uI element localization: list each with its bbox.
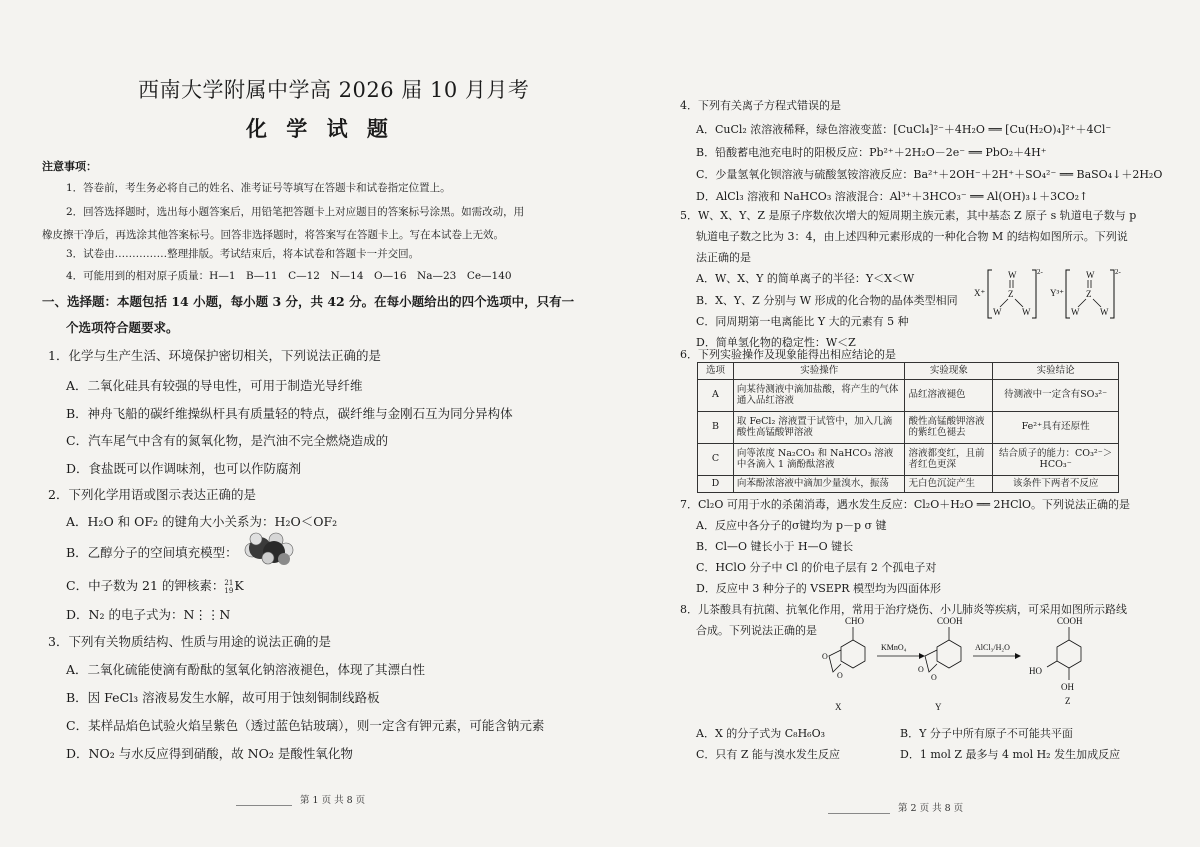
nuclide-atomic-number: 19 xyxy=(224,586,234,595)
anion-1-w-top: W xyxy=(1008,270,1017,280)
q3-option-c: C．某样品焰色试验火焰呈紫色（透过蓝色钴玻璃），则一定含有钾元素，可能含钠元素 xyxy=(66,718,545,733)
anion-1-charge: 2- xyxy=(1037,268,1043,276)
page-2-footer xyxy=(828,800,963,814)
page-1-number: 第 1 页 共 8 页 xyxy=(300,795,366,806)
nuclide-symbol: K xyxy=(234,578,244,593)
experiment-table xyxy=(697,362,1119,493)
notice-heading: 注意事项： xyxy=(42,160,97,173)
q8-stem-line-2: 合成。下列说法正确的是 xyxy=(696,624,817,637)
q3-option-a: A．二氧化硫能使滴有酚酞的氢氧化钠溶液褪色，体现了其漂白性 xyxy=(66,662,426,677)
table-row xyxy=(698,411,1119,443)
q4-option-b: B．铅酸蓄电池充电时的阳极反应：Pb²⁺＋2H₂O－2e⁻ ══ PbO₂＋4H⁺ xyxy=(696,146,1047,159)
q2-option-c xyxy=(66,576,244,595)
q8-option-c: C．只有 Z 能与溴水发生反应 xyxy=(696,748,841,761)
table-cell: 品红溶液褪色 xyxy=(905,379,993,411)
svg-text:O: O xyxy=(931,673,937,682)
notice-2-cont: 橡皮擦干净后，再选涂其他答案标号。回答非选择题时，将答案写在答题卡上。写在本试卷上无效。 xyxy=(42,229,504,241)
anion-1-w-left: W xyxy=(993,307,1002,317)
cation-x: X⁺ xyxy=(974,288,986,298)
q8-option-b: B．Y 分子中所有原子不可能共平面 xyxy=(900,727,1073,740)
table-row xyxy=(698,475,1119,492)
q8-option-d: D．1 mol Z 最多与 4 mol H₂ 发生加成反应 xyxy=(900,748,1121,761)
q7-option-c: C．HClO 分子中 Cl 的价电子层有 2 个孤电子对 xyxy=(696,561,937,574)
q4-option-c: C．少量氢氧化钡溶液与硫酸氢铵溶液反应：Ba²⁺＋2OH⁻＋2H⁺＋SO₄²⁻ ══ BaSO₄↓＋2H₂O xyxy=(696,168,1163,181)
exam-subtitle: 化 学 试 题 xyxy=(246,116,394,141)
q1-option-d: D．食盐既可以作调味剂，也可以作防腐剂 xyxy=(66,461,302,476)
svg-text:O: O xyxy=(822,652,828,661)
q8-option-a: A．X 的分子式为 C₈H₆O₃ xyxy=(696,727,826,740)
table-cell: 结合质子的能力：CO₃²⁻＞HCO₃⁻ xyxy=(993,443,1119,475)
q2-option-c-text: C．中子数为 21 的钾核素： xyxy=(66,578,225,593)
synthesis-route xyxy=(815,614,1115,722)
z-ho-label: HO xyxy=(1029,666,1042,676)
table-header: 选项 xyxy=(698,363,734,380)
table-cell: 向等浓度 Na₂CO₃ 和 NaHCO₃ 溶液中各滴入 1 滴酚酞溶液 xyxy=(733,443,905,475)
notice-4: 4．可能用到的相对原子质量：H—1 B—11 C—12 N—14 O—16 Na—23 Ce—140 xyxy=(66,270,512,282)
table-cell: Fe²⁺具有还原性 xyxy=(993,411,1119,443)
x-cho-label: CHO xyxy=(845,616,865,626)
q5-option-a: A．W、X、Y 的简单离子的半径：Y＜X＜W xyxy=(696,272,915,285)
reagent-alcl3: AlCl₃/H₂O xyxy=(975,643,1010,652)
table-header: 实验结论 xyxy=(993,363,1119,380)
svg-text:O: O xyxy=(837,671,843,680)
anion-2-charge: 2- xyxy=(1115,268,1121,276)
table-header: 实验现象 xyxy=(905,363,993,380)
q1-option-c: C．汽车尾气中含有的氮氧化物，是汽油不完全燃烧造成的 xyxy=(66,433,389,448)
q4-option-a: A．CuCl₂ 浓溶液稀释，绿色溶液变蓝：[CuCl₄]²⁻＋4H₂O ══ [Cu(H₂O)₄]²⁺＋4Cl⁻ xyxy=(696,123,1112,136)
anion-1-z: Z xyxy=(1008,289,1014,299)
q4-stem: 4．下列有关离子方程式错误的是 xyxy=(680,99,841,112)
q3-stem: 3．下列有关物质结构、性质与用途的说法正确的是 xyxy=(48,634,331,649)
page-2 xyxy=(600,0,1200,847)
table-cell: 向某待测液中滴加盐酸，将产生的气体通入品红溶液 xyxy=(733,379,905,411)
q1-option-a: A．二氧化硅具有较强的导电性，可用于制造光导纤维 xyxy=(66,378,363,393)
table-cell: 无白色沉淀产生 xyxy=(905,475,993,492)
q7-option-b: B．Cl—O 键长小于 H—O 键长 xyxy=(696,540,854,553)
q2-option-a: A．H₂O 和 OF₂ 的键角大小关系为：H₂O＜OF₂ xyxy=(66,514,338,529)
table-cell: B xyxy=(698,411,734,443)
page-1-footer xyxy=(236,792,365,806)
table-cell: A xyxy=(698,379,734,411)
table-cell: C xyxy=(698,443,734,475)
notice-2: 2．回答选择题时，选出每小题答案后，用铅笔把答题卡上对应题目的答案标号涂黑。如需改动，用 xyxy=(66,206,525,218)
section-heading-cont: 个选项符合题要求。 xyxy=(66,320,179,335)
q2-stem: 2．下列化学用语或图示表达正确的是 xyxy=(48,487,256,502)
page-2-number: 第 2 页 共 8 页 xyxy=(898,803,964,814)
ethanol-space-filling-model xyxy=(238,528,300,568)
q5-stem-line-3: 法正确的是 xyxy=(696,251,751,264)
x-label: X xyxy=(835,702,842,712)
q7-option-d: D．反应中 3 种分子的 VSEPR 模型均为四面体形 xyxy=(696,582,941,595)
anion-2-w-right: W xyxy=(1100,307,1109,317)
table-cell: 该条件下两者不反应 xyxy=(993,475,1119,492)
table-row xyxy=(698,379,1119,411)
z-label: Z xyxy=(1065,696,1071,706)
q6-stem: 6．下列实验操作及现象能得出相应结论的是 xyxy=(680,348,896,361)
footer-smudge xyxy=(236,796,292,806)
z-cooh-label: COOH xyxy=(1057,616,1083,626)
q2-option-b: B．乙醇分子的空间填充模型： xyxy=(66,545,238,560)
q5-option-c: C．同周期第一电离能比 Y 大的元素有 5 种 xyxy=(696,315,909,328)
q1-stem: 1．化学与生产生活、环境保护密切相关，下列说法正确的是 xyxy=(48,348,381,363)
q5-option-d: D．简单氢化物的稳定性：W＜Z xyxy=(696,336,856,349)
q5-option-b: B．X、Y、Z 分别与 W 形成的化合物的晶体类型相同 xyxy=(696,294,958,307)
table-cell: D xyxy=(698,475,734,492)
table-row xyxy=(698,443,1119,475)
q7-option-a: A．反应中各分子的σ键均为 p－p σ 键 xyxy=(696,519,887,532)
table-cell: 酸性高锰酸钾溶液的紫红色褪去 xyxy=(905,411,993,443)
q1-option-b: B．神舟飞船的碳纤维操纵杆具有质量轻的特点，碳纤维与金刚石互为同分异构体 xyxy=(66,406,513,421)
table-cell: 溶液都变红，且前者红色更深 xyxy=(905,443,993,475)
q3-option-b: B．因 FeCl₃ 溶液易发生水解，故可用于蚀刻铜制线路板 xyxy=(66,690,380,705)
q8-stem-line-1: 8．儿茶酸具有抗菌、抗氧化作用，常用于治疗烧伤、小儿肺炎等疾病，可采用如图所示路线 xyxy=(680,603,1127,616)
y-label: Y xyxy=(935,702,942,712)
reagent-kmno4: KMnO₄ xyxy=(881,643,907,652)
anion-2-z: Z xyxy=(1086,289,1092,299)
compound-m-structure xyxy=(970,262,1130,322)
q5-stem-line-1: 5．W、X、Y、Z 是原子序数依次增大的短周期主族元素，其中基态 Z 原子 s 轨道电子数与 p xyxy=(680,209,1137,222)
svg-text:O: O xyxy=(918,665,924,674)
notice-3: 3．试卷由……………整理排版。考试结束后，将本试卷和答题卡一并交回。 xyxy=(66,248,420,260)
y-cooh-label: COOH xyxy=(937,616,963,626)
q5-stem-line-2: 轨道电子数之比为 3：4，由上述四种元素形成的一种化合物 M 的结构如图所示。下列说 xyxy=(696,230,1128,243)
q7-stem: 7．Cl₂O 可用于水的杀菌消毒，遇水发生反应：Cl₂O＋H₂O ══ 2HClO。下列说法正确的是 xyxy=(680,498,1131,511)
anion-2-w-top: W xyxy=(1086,270,1095,280)
footer-smudge xyxy=(828,804,890,814)
q3-option-d: D．NO₂ 与水反应得到硝酸，故 NO₂ 是酸性氧化物 xyxy=(66,746,353,761)
table-cell: 待测液中一定含有SO₃²⁻ xyxy=(993,379,1119,411)
anion-2-w-left: W xyxy=(1071,307,1080,317)
z-oh-label: OH xyxy=(1061,682,1074,692)
table-cell: 向苯酚浓溶液中滴加少量溴水，振荡 xyxy=(733,475,905,492)
table-cell: 取 FeCl₂ 溶液置于试管中，加入几滴酸性高锰酸钾溶液 xyxy=(733,411,905,443)
table-header: 实验操作 xyxy=(733,363,905,380)
anion-1-w-right: W xyxy=(1022,307,1031,317)
table-header-row xyxy=(698,363,1119,380)
section-heading: 一、选择题：本题包括 14 小题，每小题 3 分，共 42 分。在每小题给出的四个选项中，只有一 xyxy=(42,294,575,309)
q4-option-d: D．AlCl₃ 溶液和 NaHCO₃ 溶液混合：Al³⁺＋3HCO₃⁻ ══ Al(OH)₃↓＋3CO₂↑ xyxy=(696,190,1089,203)
notice-1: 1．答卷前，考生务必将自己的姓名、准考证号等填写在答题卡和试卷指定位置上。 xyxy=(66,182,451,194)
nuclide-mass-number: 21 xyxy=(224,578,234,587)
cation-y: Y³⁺ xyxy=(1050,288,1064,298)
exam-title: 西南大学附属中学高 2026 届 10 月月考 xyxy=(138,78,530,102)
q2-option-d: D．N₂ 的电子式为：N⋮⋮N xyxy=(66,607,231,622)
